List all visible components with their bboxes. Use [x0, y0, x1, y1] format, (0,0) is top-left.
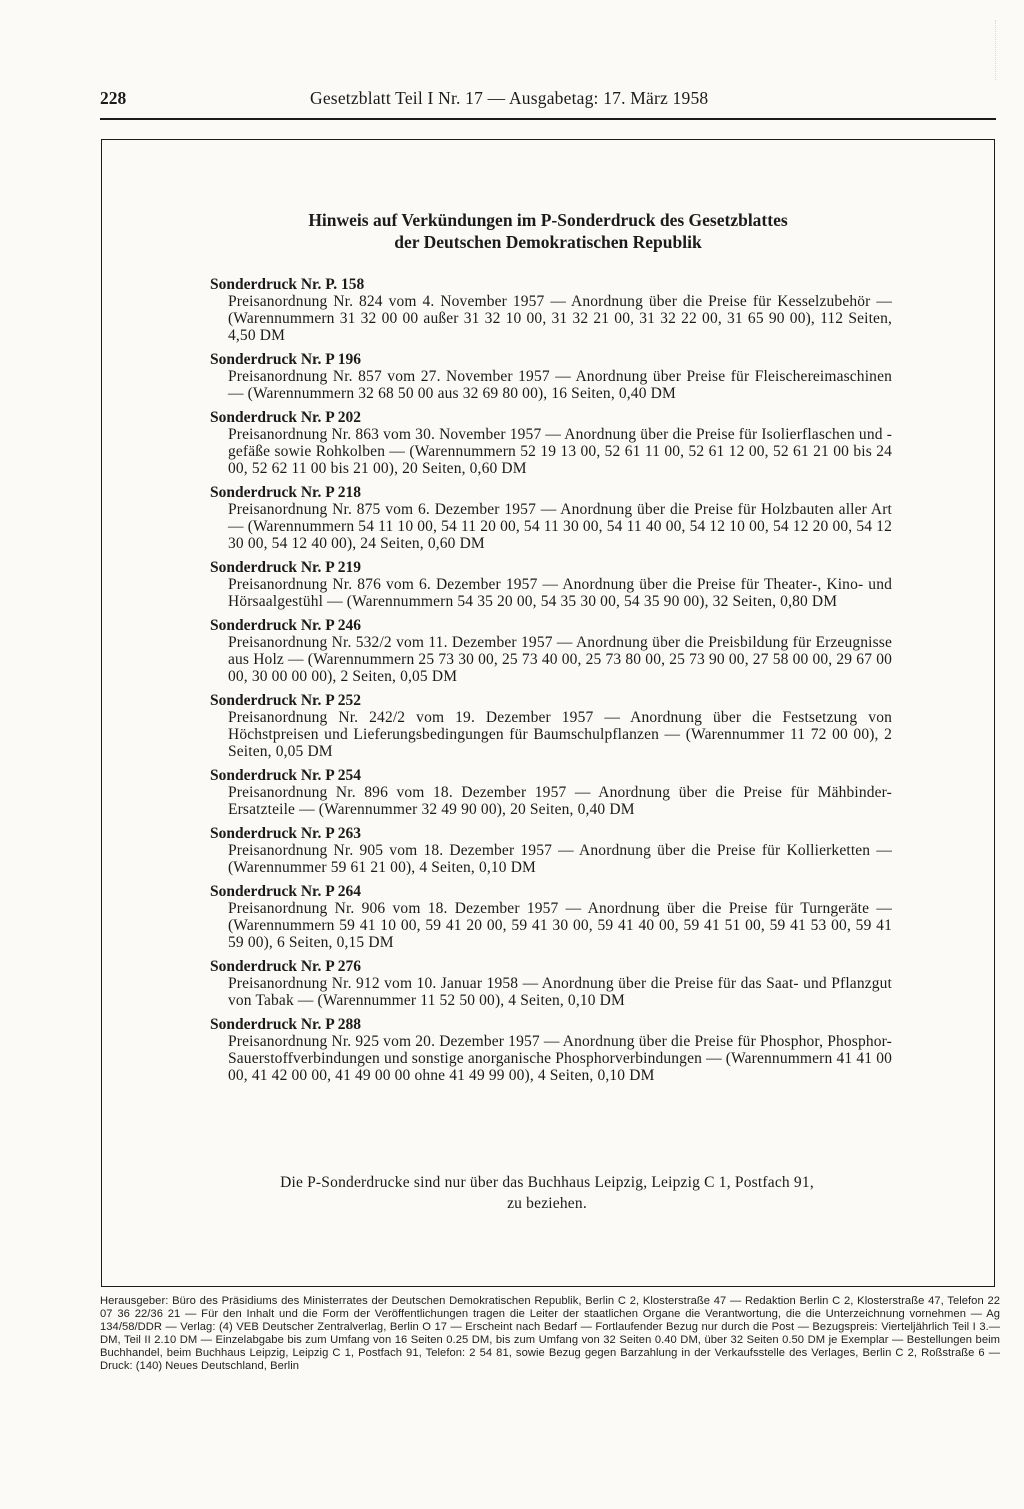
list-item — [212, 883, 892, 951]
list-item — [212, 825, 892, 876]
entry-body: Preisanordnung Nr. 863 vom 30. November 1957 — Anordnung über die Preise für Isolierflaschen und -gefäße sowie Rohkolben — (Warennummern 52 19 13 00, 52 61 11 00, 52 61 12 00, 52 61 21 00 bis 24 00, 52 62 11 00 bis 21 00), 20 Seiten, 0,60 DM — [228, 426, 892, 477]
list-item — [212, 767, 892, 818]
entry-body: Preisanordnung Nr. 906 vom 18. Dezember 1957 — Anordnung über die Preise für Turngeräte — (Warennummern 59 41 10 00, 59 41 20 00, 59 41 30 00, 59 41 40 00, 59 41 51 00, 59 41 53 00, 59 41 59 00), 6 Seiten, 0,15 DM — [228, 900, 892, 951]
entry-heading: Sonderdruck Nr. P 196 — [210, 351, 362, 368]
list-item — [212, 692, 892, 760]
entry-body: Preisanordnung Nr. 896 vom 18. Dezember 1957 — Anordnung über die Preise für Mähbinder-Ersatzteile — (Warennummer 32 49 90 00), 20 Seiten, 0,40 DM — [228, 784, 892, 818]
notice-title — [102, 209, 994, 253]
entry-body: Preisanordnung Nr. 857 vom 27. November 1957 — Anordnung über Preise für Fleischereimaschinen — (Warennummern 32 68 50 00 aus 32 69 80 00), 16 Seiten, 0,40 DM — [228, 368, 892, 402]
entry-heading: Sonderdruck Nr. P 276 — [210, 958, 362, 975]
entry-heading: Sonderdruck Nr. P 254 — [210, 767, 362, 784]
entry-body: Preisanordnung Nr. 905 vom 18. Dezember 1957 — Anordnung über die Preise für Kollierketten — (Warennummer 59 61 21 00), 4 Seiten, 0,10 DM — [228, 842, 892, 876]
entry-heading: Sonderdruck Nr. P. 158 — [210, 276, 365, 293]
notice-title-line2: der Deutschen Demokratischen Republik — [394, 232, 702, 252]
entry-body: Preisanordnung Nr. 824 vom 4. November 1957 — Anordnung über die Preise für Kesselzubehör — (Warennummern 31 32 00 00 außer 31 32 10 00, 31 32 21 00, 31 32 22 00, 31 65 90 00), 112 Seiten, 4,50 DM — [228, 293, 892, 344]
entry-heading: Sonderdruck Nr. P 264 — [210, 883, 362, 900]
list-item — [212, 484, 892, 552]
entry-heading: Sonderdruck Nr. P 202 — [210, 409, 362, 426]
entry-body: Preisanordnung Nr. 876 vom 6. Dezember 1957 — Anordnung über die Preise für Theater-, Kino- und Hörsaalgestühl — (Warennummern 54 35 20 00, 54 35 30 00, 54 35 90 00), 32 Seiten, 0,80 DM — [228, 576, 892, 610]
entry-body: Preisanordnung Nr. 925 vom 20. Dezember 1957 — Anordnung über die Preise für Phosphor, Phosphor-Sauerstoffverbindungen und sonstige anorganische Phosphorverbindungen — (Warennummern 41 41 00 00, 41 42 00 00, 41 49 00 00 ohne 41 49 99 00), 4 Seiten, 0,10 DM — [228, 1033, 892, 1084]
page-header — [100, 88, 1000, 118]
footer-note — [202, 1172, 892, 1214]
entry-body: Preisanordnung Nr. 912 vom 10. Januar 1958 — Anordnung über die Preise für das Saat- und Pflanzgut von Tabak — (Warennummer 11 52 50 00), 4 Seiten, 0,10 DM — [228, 975, 892, 1009]
footer-note-line2: zu beziehen. — [507, 1195, 587, 1212]
footer-note-line1: Die P-Sonderdrucke sind nur über das Buchhaus Leipzig, Leipzig C 1, Postfach 91, — [280, 1174, 814, 1191]
header-title: Gesetzblatt Teil I Nr. 17 — Ausgabetag: 17. März 1958 — [310, 88, 709, 108]
list-item — [212, 1016, 892, 1084]
entry-body: Preisanordnung Nr. 242/2 vom 19. Dezember 1957 — Anordnung über die Festsetzung von Höchstpreisen und Lieferungsbedingungen für Baumschulpflanzen — (Warennummer 11 72 00 00), 2 Seiten, 0,05 DM — [228, 709, 892, 760]
entry-heading: Sonderdruck Nr. P 219 — [210, 559, 362, 576]
entry-body: Preisanordnung Nr. 875 vom 6. Dezember 1957 — Anordnung über die Preise für Holzbauten aller Art — (Warennummern 54 11 10 00, 54 11 20 00, 54 11 30 00, 54 11 40 00, 54 12 10 00, 54 12 20 00, 54 12 30 00, 54 12 40 00), 24 Seiten, 0,60 DM — [228, 501, 892, 552]
notice-title-line1: Hinweis auf Verkündungen im P-Sonderdruck des Gesetzblattes — [308, 210, 788, 230]
entry-heading: Sonderdruck Nr. P 288 — [210, 1016, 362, 1033]
entry-heading: Sonderdruck Nr. P 263 — [210, 825, 362, 842]
margin-marks — [995, 20, 1010, 80]
entry-heading: Sonderdruck Nr. P 246 — [210, 617, 362, 634]
notice-frame — [101, 139, 995, 1287]
entry-heading: Sonderdruck Nr. P 218 — [210, 484, 362, 501]
entry-heading: Sonderdruck Nr. P 252 — [210, 692, 362, 709]
list-item — [212, 617, 892, 685]
entry-list — [212, 276, 892, 1091]
page-number: 228 — [100, 88, 127, 108]
list-item — [212, 409, 892, 477]
list-item — [212, 276, 892, 344]
list-item — [212, 351, 892, 402]
imprint: Herausgeber: Büro des Präsidiums des Ministerrates der Deutschen Demokratischen Republik, Berlin C 2, Klosterstraße 47 — Redaktion Berlin C 2, Klosterstraße 47, Telefon 22 07 36 22/36 21 — Für den Inhalt und die Form der Veröffentlichungen tragen die Leiter der staatlichen Organe die Verantwortung, die die Unterzeichnung vornehmen — Ag 134/58/DDR — Verlag: (4) VEB Deutscher Zentralverlag, Berlin O 17 — Erscheint nach Bedarf — Fortlaufender Bezug nur durch die Post — Bezugspreis: Vierteljährlich Teil I 3.— DM, Teil II 2.10 DM — Einzelabgabe bis zum Umfang von 16 Seiten 0.25 DM, bis zum Umfang von 32 Seiten 0.40 DM, über 32 Seiten 0.50 DM je Exemplar — Bestellungen beim Buchhandel, beim Buchhaus Leipzig, Leipzig C 1, Postfach 91, Telefon: 2 54 81, sowie Bezug gegen Barzahlung in der Verkaufsstelle des Verlages, Berlin C 2, Roßstraße 6 — Druck: (140) Neues Deutschland, Berlin — [100, 1295, 1000, 1372]
list-item — [212, 958, 892, 1009]
header-rule — [100, 118, 996, 120]
list-item — [212, 559, 892, 610]
entry-body: Preisanordnung Nr. 532/2 vom 11. Dezember 1957 — Anordnung über die Preisbildung für Erzeugnisse aus Holz — (Warennummern 25 73 30 00, 25 73 40 00, 25 73 80 00, 25 73 90 00, 27 58 00 00, 29 67 00 00, 30 00 00 00), 2 Seiten, 0,05 DM — [228, 634, 892, 685]
